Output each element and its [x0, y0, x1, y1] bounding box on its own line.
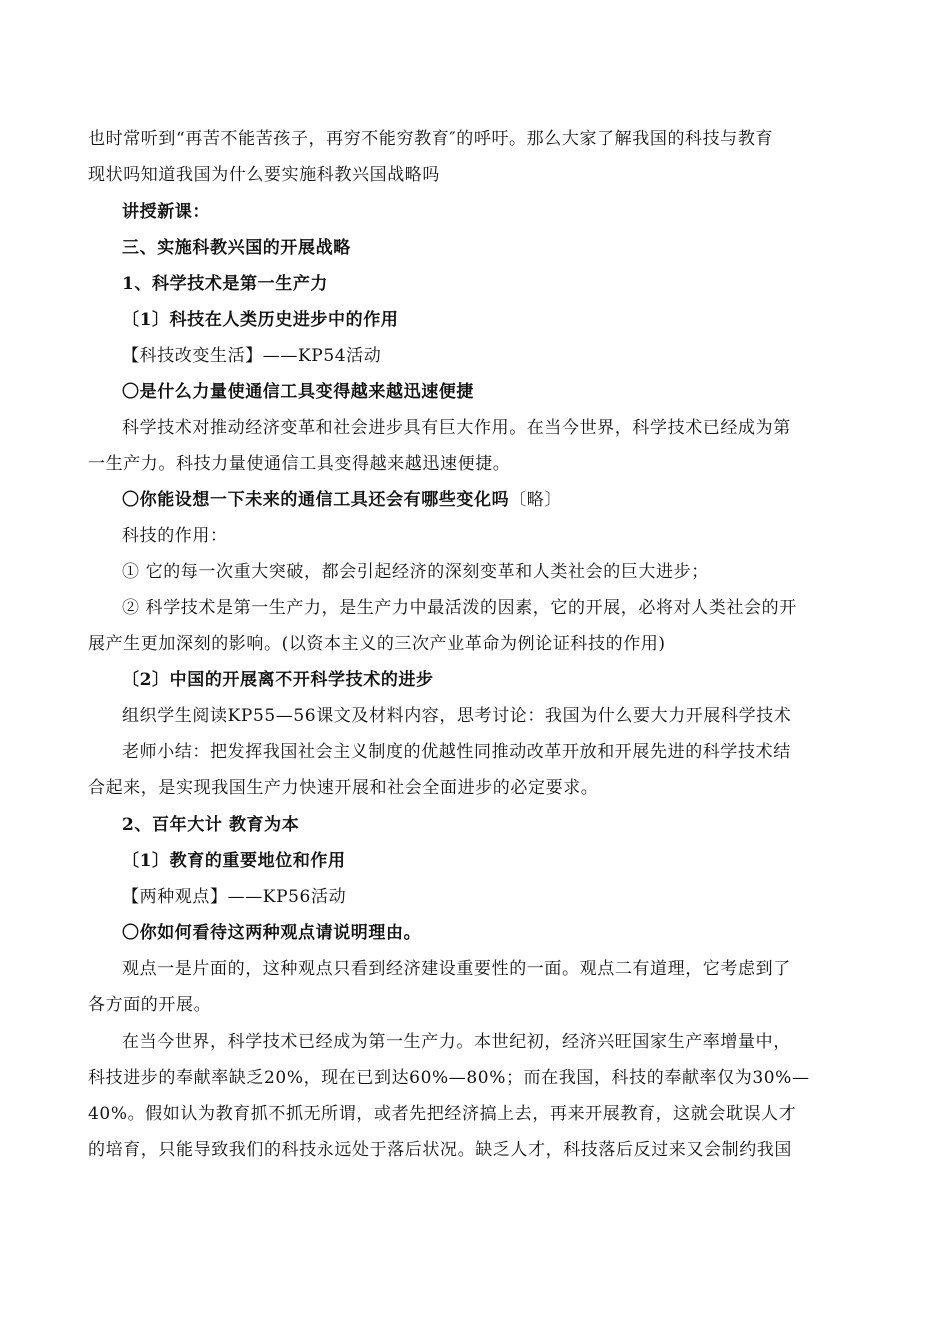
- text-line: 40%。假如认为教育抓不抓无所谓，或者先把经济搞上去，再来开展教育，这就会耽误人才: [88, 1104, 797, 1124]
- question-line: 〇是什么力量使通信工具变得越来越迅速便捷: [122, 382, 474, 402]
- text-line: ② 科学技术是第一生产力，是生产力中最活泼的因素，它的开展，必将对人类社会的开: [122, 598, 797, 618]
- text-line: 现状吗知道我国为什么要实施科教兴国战略吗: [88, 165, 440, 185]
- text-line: 合起来，是实现我国生产力快速开展和社会全面进步的必定要求。: [88, 778, 599, 798]
- text-line: 科学技术对推动经济变革和社会进步具有巨大作用。在当今世界，科学技术已经成为第: [122, 418, 791, 438]
- question-tail: 〔略〕: [509, 490, 563, 510]
- subsection-heading: 〔2〕中国的开展离不开科学技术的进步: [122, 670, 434, 690]
- text-line: 在当今世界，科学技术已经成为第一生产力。本世纪初，经济兴旺国家生产率增量中，: [122, 1032, 791, 1052]
- subsection-heading: 〔1〕教育的重要地位和作用: [122, 851, 346, 871]
- text-line: ① 它的每一次重大突破，都会引起经济的深刻变革和人类社会的巨大进步；: [122, 562, 709, 582]
- text-line: 科技进步的奉献率缺乏20%，现在已到达60%—80%；而在我国，科技的奉献率仅为30%—: [88, 1068, 810, 1088]
- section-heading: 2、百年大计 教育为本: [122, 815, 300, 835]
- subsection-heading: 〔1〕科技在人类历史进步中的作用: [122, 310, 399, 330]
- text-line: 科技的作用：: [122, 526, 228, 546]
- section-heading: 三、实施科教兴国的开展战略: [122, 238, 351, 258]
- text-line: 也时常听到“再苦不能苦孩子，再穷不能穷教育″的呼吁。那么大家了解我国的科技与教育: [88, 129, 774, 149]
- question-line: [122, 490, 562, 510]
- activity-label: 【两种观点】——KP56活动: [122, 887, 347, 907]
- question-line: 〇你如何看待这两种观点请说明理由。: [122, 923, 422, 943]
- text-line: 展产生更加深刻的影响。(以资本主义的三次产业革命为例论证科技的作用): [88, 634, 666, 654]
- question-text: 〇你能设想一下未来的通信工具还会有哪些变化吗: [122, 490, 510, 510]
- text-line: 组织学生阅读KP55—56课文及材料内容，思考讨论：我国为什么要大力开展科学技术: [122, 706, 792, 726]
- section-heading: 讲授新课：: [122, 202, 210, 222]
- text-line: 老师小结：把发挥我国社会主义制度的优越性同推动改革开放和开展先进的科学技术结: [122, 742, 791, 762]
- activity-label: 【科技改变生活】——KP54活动: [122, 346, 382, 366]
- text-line: 一生产力。科技力量使通信工具变得越来越迅速便捷。: [88, 454, 511, 474]
- text-line: 各方面的开展。: [88, 995, 212, 1015]
- text-line: 观点一是片面的，这种观点只看到经济建设重要性的一面。观点二有道理，它考虑到了: [122, 959, 791, 979]
- section-heading: 1、科学技术是第一生产力: [122, 274, 329, 294]
- text-line: 的培育，只能导致我们的科技永远处于落后状况。缺乏人才，科技落后反过来又会制约我国: [88, 1140, 792, 1160]
